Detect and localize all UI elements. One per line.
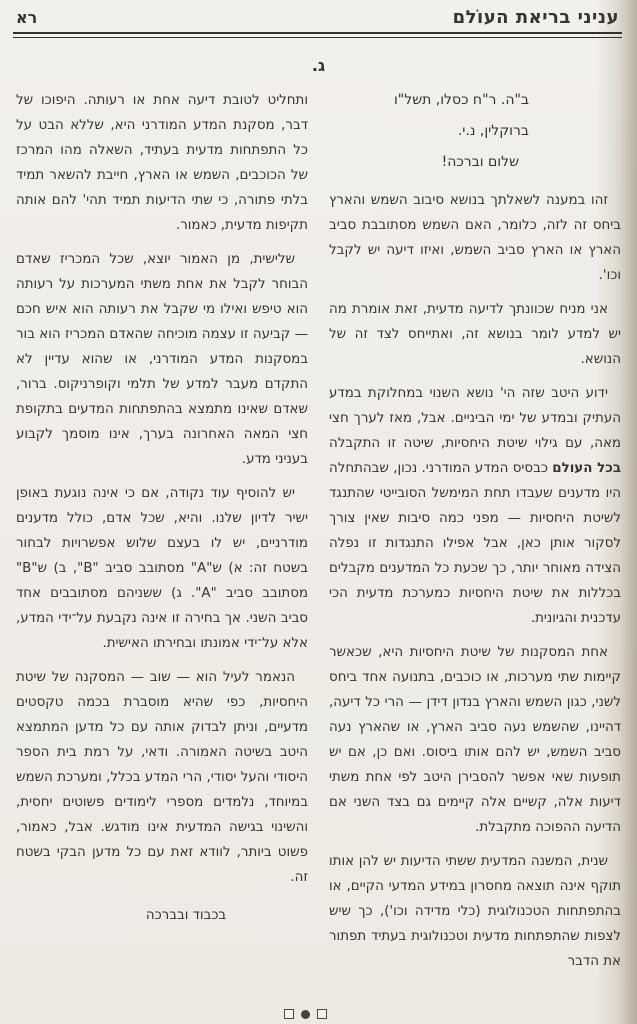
open-square-icon: [284, 1009, 294, 1019]
paragraph-closing-explanation: הנאמר לעיל הוא — שוב — המסקנה של שיטת היחסיות, כפי שהיא מוסברת בכמה טקסטים מדעיים, וניתן לבדוק אותה עם כל מדען המתמצא היטב בשיטה האמורה. ודאי, על רמת בית הספר היסודי והעל יסודי, הרי המדע בכלל, ומערכת השמש במיוחד, נלמדים מספרי לימודים פשוטים יחסית, והשינוי בגישה המדעית אינו מודגש. אבל, כאמור, פשוט ביותר, לוודא זאת עם כל מדען הבקי בשטח זה.: [16, 670, 308, 885]
letter-city-line: ברוקלין, נ.י.: [457, 123, 529, 139]
paragraph-answer-intro: זהו במענה לשאלתך בנושא סיבוב השמש והארץ ביחס זה לזה, כלומר, האם השמש מסתובבת סביב הארץ או הארץ סביב השמש, ואיזו דיעה יש לקבל וכו'.: [329, 193, 621, 283]
two-column-letter-body: [0, 88, 637, 983]
right-column: [329, 88, 621, 983]
paragraph-relativity-history-text: ידוע היטב שזה הי' נושא השנוי במחלוקת במדע העתיק ובמדע של ימי הביניים. אבל, מאז לערך חצי מאה, עם גילוי שיטת היחסיות, שיטה זו התקבלה: [329, 386, 621, 451]
footer-ornament: [284, 1009, 327, 1019]
filled-circle-icon: [301, 1010, 310, 1019]
paragraph-relativity-conclusion: אחת המסקנות של שיטת היחסיות היא, שכאשר קיימות שתי מערכות, או כוכבים, בתנועה אחד ביחס לשני, כגון השמש והארץ בנדון דידן — הרי כל דיעה, דהיינו, שהשמש נעה סביב הארץ, או שהארץ נעה סביב השמש, יש להם אותו ביסוס. ואם כן, אם יש תופעות שאי אפשר להסבירן היטב לפי אחת משתי דיעות אלה, קשיים אלה קיימים גם בצד השני אם הדיעה ההפוכה מתקבלת.: [329, 645, 621, 835]
paragraph-continuation: ותחליט לטובת דיעה אחת או רעותה. היפוכו של דבר, מסקנת המדע המודרני היא, שללא הבט על כל התפתחות מדעית בעתיד, השאלה מהו המרכז של הכוכבים, השמש או הארץ, חייבת להשאר תמיד בלתי פתורה, כי שתי הדיעות תמיד תהי' להם אותה תקיפות מדעית, כאמור.: [16, 93, 308, 233]
paragraph-relativity-history-continued: כבסיס המדע המודרני. נכון, שבהתחלה היו מדענים שעבדו תחת המימשל הסובייטי שהתנגד לשיטת היחסיות — מפני כמה סיבות שאין צורך לסקור אותן כאן, אבל אפילו התנגדות זו נפלה הצידה מאוחר יותר, כך שכעת כל המדענים מקבלים בכללות את שיטת היחסיות כמערכת מדעית הכי עדכנית והגיונית.: [329, 461, 621, 626]
page-header: [0, 0, 637, 28]
section-mark: ג.: [311, 56, 326, 75]
paragraph-third-point: שלישית, מן האמור יוצא, שכל המכריז שאדם הבוחר לקבל את אחת משתי המערכות על רעותה הוא טיפש ואילו מי שקבל את רעותה הוא איש חכם — קביעה זו עצמה מוכיחה שהאדם המכריז הוא בור במסקנות המדע המודרני, או שהוא עדיין לא התקדם מעבר למדע של תלמי וקופרניקוס. ברור, שאדם שאינו מתמצא בהתפתחות המדעים בתקופת חצי המאה האחרונה בערך, אינו מוסמך לקבוע בעניני מדע.: [16, 252, 308, 467]
paragraph-additional-point: יש להוסיף עוד נקודה, אם כי אינה נוגעת באופן ישיר לדיון שלנו. והיא, שכל אדם, כולל מדענים מודרניים, יש לו בעצם שלוש אפשרויות לבחור בשטח זה: א) ש"A" מסתובב סביב "B", ב) ש"B" מסתובב סביב "A". ג) ששניהם מסתובבים אחד סביב השני. אך בחירה זו אינה נקבעת על־ידי המדע, אלא על־ידי אמונתו ובחירתו האישית.: [16, 486, 308, 651]
header-double-rule: [13, 32, 622, 38]
paragraph-relativity-history: [329, 381, 621, 631]
paragraph-scientific-view: אני מניח שכוונתך לדיעה מדעית, זאת אומרת מה יש למדע לומר בנושא זה, ואתייחס לצד זה של הנושא.: [329, 302, 621, 367]
paragraph-second-point: שנית, המשנה המדעית ששתי הדיעות יש להן אותו תוקף אינה תוצאה מחסרון במידע המדעי הקיים, או בהתפתחות הטכנולוגית (כלי מדידה וכו'), כך שיש לצפות שהתפתחות מדעית וטכנולוגית בעתיד תפתור את הדבר: [329, 854, 621, 969]
letter-date-line: ב"ה. ר"ח כסלו, תשל"ו: [393, 92, 529, 108]
letter-greeting: שלום וברכה!: [441, 154, 519, 170]
bold-phrase-whole-world: בכל העולם: [552, 461, 621, 476]
page-title: עניני בריאת העוֹלם: [452, 7, 619, 28]
open-square-icon: [317, 1009, 327, 1019]
left-column: [16, 88, 308, 983]
page-number: רא: [16, 8, 38, 27]
signature: בכבוד ובברכה: [145, 908, 227, 923]
